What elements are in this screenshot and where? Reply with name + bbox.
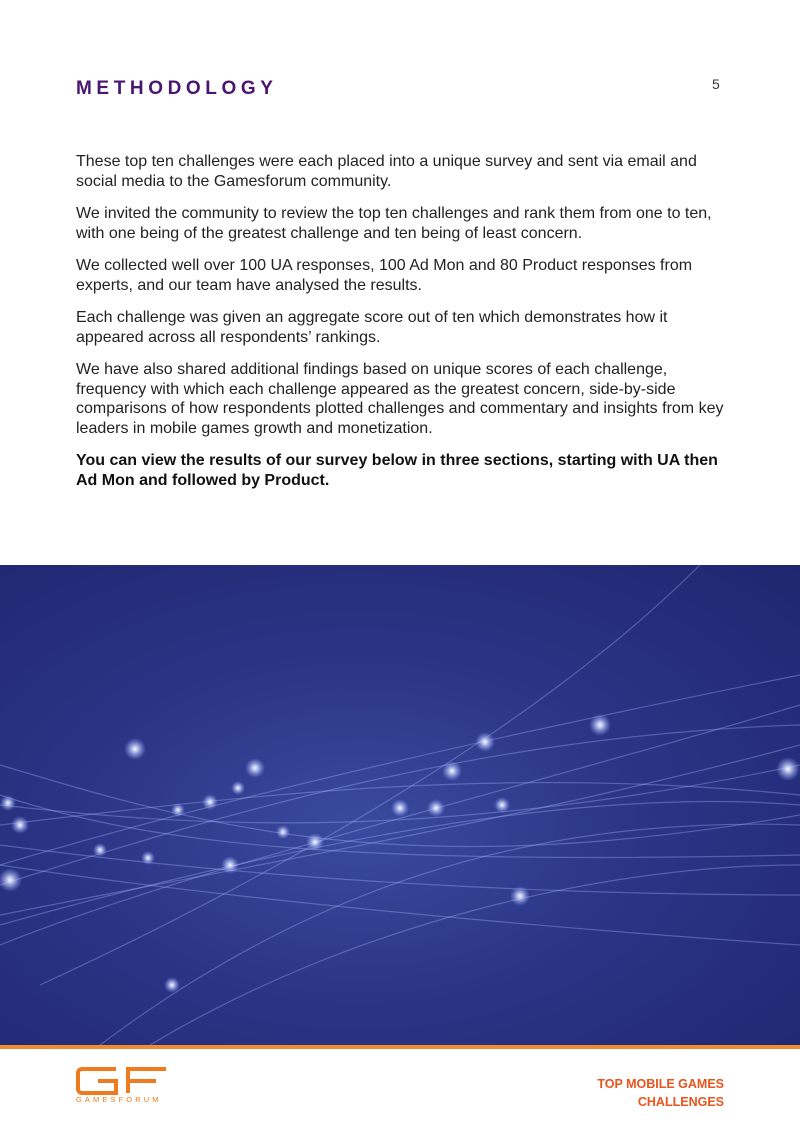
- methodology-body: [76, 152, 736, 503]
- page-number: 5: [712, 76, 720, 92]
- paragraph: These top ten challenges were each placed into a unique survey and sent via email and social media to the Gamesforum community.: [76, 153, 697, 190]
- closing-statement: You can view the results of our survey below in three sections, starting with UA then Ad Mon and followed by Product.: [76, 452, 718, 489]
- network-lines-image: [0, 565, 800, 1045]
- footer-document-title: [597, 1075, 724, 1111]
- footer-divider: [0, 1045, 800, 1049]
- logo-wordmark: GAMESFORUM: [76, 1095, 162, 1104]
- paragraph: We invited the community to review the top ten challenges and rank them from one to ten, with one being of the greatest challenge and ten being of least concern.: [76, 205, 712, 242]
- paragraph: We have also shared additional findings based on unique scores of each challenge, frequency with which each challenge appeared as the greatest concern, side-by-side comparisons of how respondents plotted challenges and commentary and insights from key leaders in mobile games growth and monetization.: [76, 361, 724, 437]
- page-heading: METHODOLOGY: [76, 78, 278, 99]
- paragraph: Each challenge was given an aggregate score out of ten which demonstrates how it appeared across all respondents’ rankings.: [76, 309, 668, 346]
- footer-title-line: TOP MOBILE GAMES: [597, 1077, 724, 1091]
- footer-title-line: CHALLENGES: [637, 1095, 724, 1109]
- paragraph: We collected well over 100 UA responses, 100 Ad Mon and 80 Product responses from experts, and our team have analysed the results.: [76, 257, 693, 294]
